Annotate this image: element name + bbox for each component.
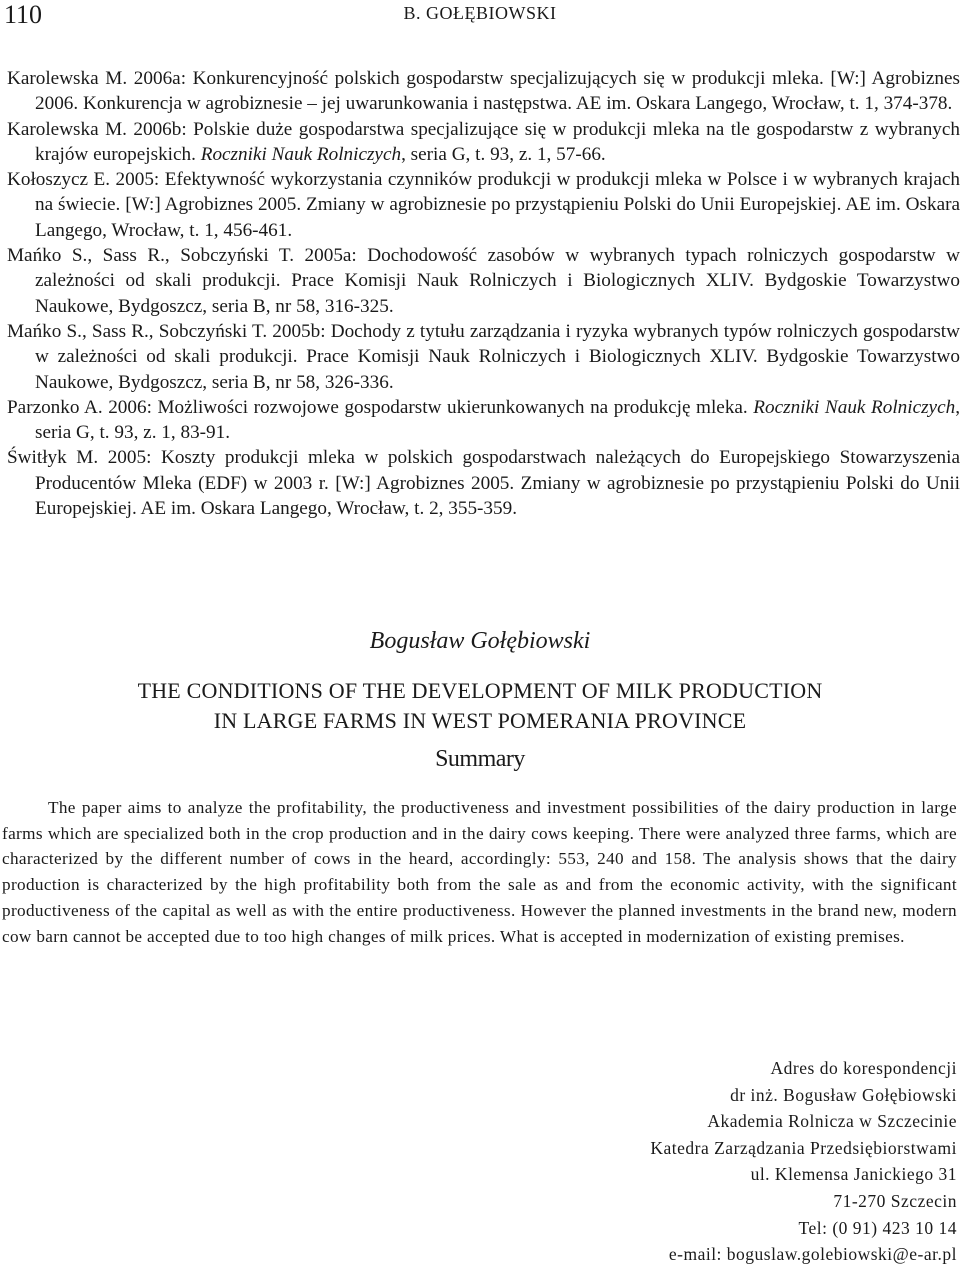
reference-text: Karolewska M. 2006a: Konkurencyjność polskich gospodarstw specjalizujących się w produkcji mleka. [W:] Agrobiznes 2006. Konkurencja w agrobiznesie – jej uwarunkowania i następstwa. AE im. Oskara Langego, Wrocław, t. 1, 374-378. — [7, 68, 960, 115]
reference-item — [7, 243, 960, 319]
reference-text: Mańko S., Sass R., Sobczyński T. 2005a: Dochodowość zasobów w wybranych typach rolniczych gospodarstw w zależności od skali produkcji. Prace Komisji Nauk Rolniczych i Biologicznych XLIV. Bydgoskie Towarzystwo Naukowe, Bydgoszcz, seria B, nr 58, 316-325. — [7, 245, 960, 317]
reference-item — [7, 445, 960, 521]
page-number: 110 — [4, 0, 43, 29]
reference-item — [7, 319, 960, 395]
english-title — [0, 676, 960, 736]
journal-title: Roczniki Nauk Rolniczych — [753, 396, 956, 418]
department: Katedra Zarządzania Przedsiębiorstwami — [650, 1137, 957, 1158]
reference-details: , seria G, t. 93, z. 1, 83-91. — [35, 396, 960, 444]
running-head: B. GOŁĘBIOWSKI — [403, 3, 557, 23]
reference-item — [7, 395, 960, 446]
reference-item — [7, 66, 960, 117]
email: e-mail: boguslaw.golebiowski@e-ar.pl — [668, 1244, 957, 1265]
summary-author: Bogusław Gołębiowski — [369, 628, 591, 654]
english-title-line: IN LARGE FARMS IN WEST POMERANIA PROVINCE — [213, 708, 747, 733]
author-name: dr inż. Bogusław Gołębiowski — [730, 1084, 957, 1105]
reference-text: Mańko S., Sass R., Sobczyński T. 2005b: Dochody z tytułu zarządzania i ryzyka wybranych typów rolniczych gospodarstw w zależności od skali produkcji. Prace Komisji Nauk Rolniczych i Biologicznych XLIV. Bydgoskie Towarzystwo Naukowe, Bydgoszcz, seria B, nr 58, 326-336. — [7, 320, 960, 393]
phone: Tel: (0 91) 423 10 14 — [798, 1217, 957, 1238]
reference-item — [7, 167, 960, 243]
city: 71-270 Szczecin — [833, 1190, 957, 1211]
reference-text: Świtłyk M. 2005: Koszty produkcji mleka w polskich gospodarstwach należących do Europejskiego Stowarzyszenia Producentów Mleka (EDF) w 2003 r. [W:] Agrobiznes 2005. Zmiany w agrobiznesie po przystąpieniu Polski do Unii Europejskiej. AE im. Oskara Langego, Wrocław, t. 2, 355-359. — [7, 447, 960, 520]
journal-title: Roczniki Nauk Rolniczych — [200, 143, 402, 165]
reference-details: , seria G, t. 93, z. 1, 57-66. — [401, 143, 606, 165]
reference-list — [7, 66, 960, 521]
reference-text: Parzonko A. 2006: Możliwości rozwojowe gospodarstw ukierunkowanych na produkcję mleka. — [7, 396, 754, 418]
reference-text: Kołoszycz E. 2005: Efektywność wykorzystania czynników produkcji w produkcji mleka w Polsce i w wybranych krajach na świecie. [W:] Agrobiznes 2005. Zmiany w agrobiznesie po przystąpieniu Polski do Unii Europejskiej. AE im. Oskara Langego, Wrocław, t. 1, 456-461. — [7, 169, 960, 241]
summary-heading: Summary — [435, 746, 525, 772]
street-address: ul. Klemensa Janickiego 31 — [750, 1164, 957, 1185]
institution: Akademia Rolnicza w Szczecinie — [707, 1111, 957, 1132]
correspondence-address — [650, 1055, 957, 1268]
address-heading: Adres do korespondencji — [770, 1058, 957, 1078]
reference-text: Karolewska M. 2006b: Polskie duże gospodarstwa specjalizujące się w produkcji mleka na tle gospodarstw z wybranych krajów europejskich. — [7, 118, 960, 165]
english-title-line: THE CONDITIONS OF THE DEVELOPMENT OF MILK PRODUCTION — [137, 678, 823, 703]
reference-item — [7, 117, 960, 168]
summary-text: The paper aims to analyze the profitability, the productiveness and investment possibilities of the dairy production in large farms which are specialized both in the crop production and in the dairy cows keeping. There were analyzed three farms, which are characterized by the different number of cows in the heard, accordingly: 553, 240 and 158. The analysis shows that the dairy production is characterized by the high profitability both from the sale as and from the economic activity, with the significant productiveness of the capital as well as with the entire productiveness. However the planned investments in the brand new, modern cow barn cannot be accepted due to too high changes of milk prices. What is accepted in modernization of existing premises. — [2, 798, 957, 946]
